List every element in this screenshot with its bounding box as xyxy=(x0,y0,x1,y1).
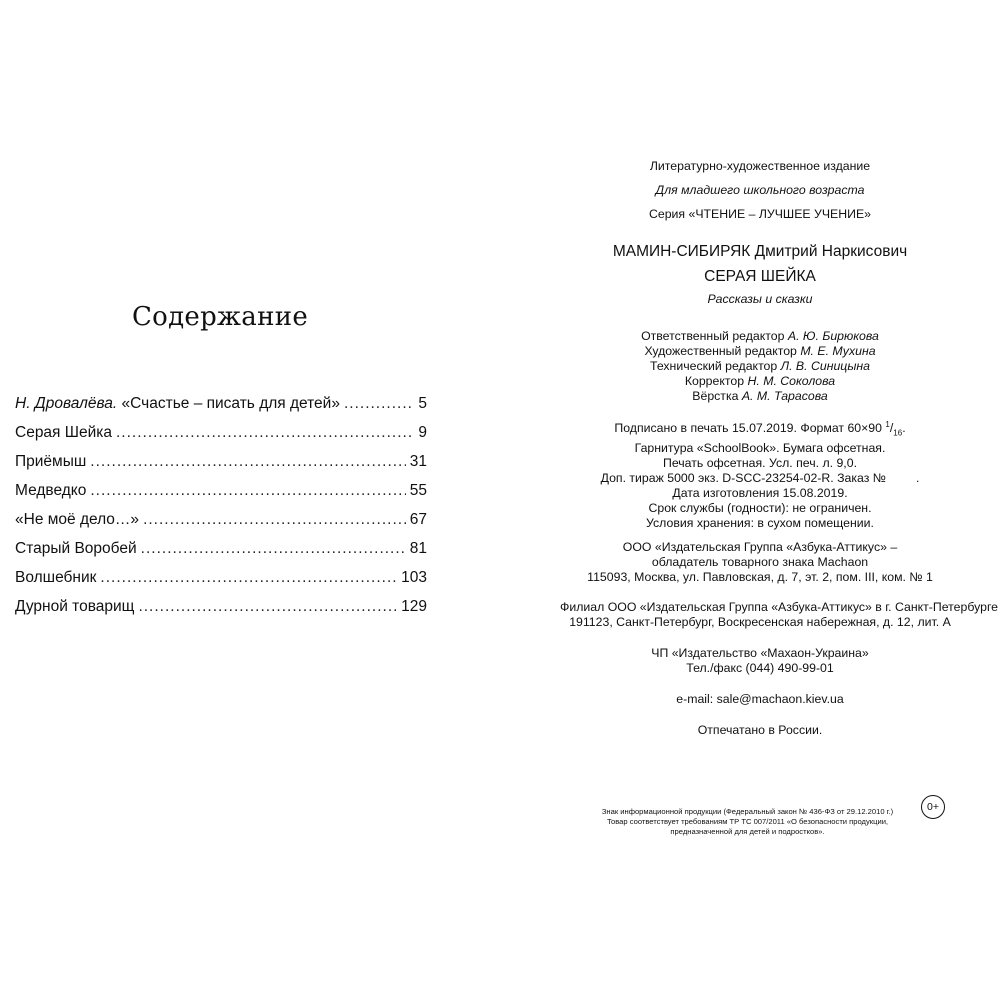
book-heading xyxy=(560,242,960,307)
publisher-address: 115093, Москва, ул. Павловская, д. 7, эт. 2, пом. III, ком. № 1 xyxy=(587,570,933,584)
toc-entry-title: Старый Воробей xyxy=(15,540,137,557)
fine-print-line: Товар соответствует требованиям ТР ТС 007/2011 «О безопасности продукции, xyxy=(606,817,889,826)
fine-print xyxy=(570,807,925,837)
toc-entry xyxy=(15,598,427,627)
email-line xyxy=(560,692,960,707)
ukraine-block xyxy=(560,646,960,676)
toc-leader-dots xyxy=(90,482,405,500)
circulation-end: . xyxy=(915,470,920,485)
print-type: Печать офсетная. Усл. печ. л. 9,0. xyxy=(663,455,857,470)
toc-entry-author: Н. Дровалёва. xyxy=(15,395,118,412)
toc-entry-page: 67 xyxy=(409,511,427,528)
toc-entry-page: 5 xyxy=(418,395,427,412)
credits-block xyxy=(560,329,960,404)
credit-name: А. М. Тарасова xyxy=(741,389,828,403)
publisher-line: ООО «Издательская Группа «Азбука-Аттикус» – xyxy=(622,540,898,554)
print-details xyxy=(560,417,960,531)
series-name: Серия «ЧТЕНИЕ – ЛУЧШЕЕ УЧЕНИЕ» xyxy=(649,207,871,221)
publisher-block xyxy=(560,540,960,585)
credit-role: Корректор xyxy=(684,374,745,388)
credit-name: А. Ю. Бирюкова xyxy=(787,329,879,343)
print-signed xyxy=(560,417,960,441)
imprint-header xyxy=(560,159,960,233)
circulation-text: Доп. тираж 5000 экз. D-SCC-23254-02-R. Заказ № xyxy=(600,470,886,485)
print-signed-text: Подписано в печать 15.07.2019. Формат 60×90 xyxy=(614,421,882,436)
toc-leader-dots xyxy=(141,540,406,558)
credit-line xyxy=(560,329,960,344)
credit-line xyxy=(560,359,960,374)
credit-line xyxy=(560,389,960,404)
toc-entry-page: 31 xyxy=(409,453,427,470)
format-fraction-den: 16 xyxy=(893,428,903,438)
credit-role: Технический редактор xyxy=(650,359,778,373)
credit-line xyxy=(560,374,960,389)
storage-conditions: Условия хранения: в сухом помещении. xyxy=(646,515,874,530)
toc-entry xyxy=(15,424,427,453)
service-life: Срок службы (годности): не ограничен. xyxy=(648,500,872,515)
toc-leader-dots xyxy=(344,395,414,413)
toc-entry xyxy=(15,482,427,511)
toc-entry xyxy=(15,453,427,482)
toc-entry xyxy=(15,511,427,540)
table-of-contents xyxy=(15,395,427,627)
toc-leader-dots xyxy=(100,569,397,587)
branch-address: 191123, Санкт-Петербург, Воскресенская набережная, д. 12, лит. А xyxy=(569,615,951,629)
printed-in xyxy=(560,723,960,738)
publisher-line: обладатель товарного знака Machaon xyxy=(651,555,869,569)
toc-entry-title: Приёмыш xyxy=(15,453,87,470)
toc-entry-title: «Не моё дело…» xyxy=(15,511,140,528)
toc-entry-page: 55 xyxy=(409,482,427,499)
ukraine-phone: Тел./факс (044) 490-99-01 xyxy=(686,661,834,675)
credit-name: Л. В. Синицына xyxy=(780,359,870,373)
toc-entry-page: 129 xyxy=(401,598,427,615)
book-title: СЕРАЯ ШЕЙКА xyxy=(704,268,816,285)
email-address: e-mail: sale@machaon.kiev.ua xyxy=(676,692,844,706)
circulation-info xyxy=(560,471,960,486)
manufacture-date: Дата изготовления 15.08.2019. xyxy=(672,485,848,500)
toc-leader-dots xyxy=(116,424,414,442)
age-group: Для младшего школьного возраста xyxy=(655,183,865,197)
toc-entry-page: 103 xyxy=(401,569,427,586)
toc-entry-title: «Счастье – писать для детей» xyxy=(121,395,340,412)
format-end: . xyxy=(902,421,906,436)
toc-entry-title: Медведко xyxy=(15,482,87,499)
toc-entry-title: Серая Шейка xyxy=(15,424,112,441)
toc-entry-title: Дурной товарищ xyxy=(15,598,135,615)
edition-type: Литературно-художественное издание xyxy=(649,159,871,173)
credit-role: Художественный редактор xyxy=(644,344,797,358)
fine-print-line: предназначенной для детей и подростков». xyxy=(670,827,825,836)
toc-entry xyxy=(15,540,427,569)
printed-in-country: Отпечатано в России. xyxy=(697,723,823,737)
typeface-info: Гарнитура «SchoolBook». Бумага офсетная. xyxy=(634,440,886,455)
credit-role: Вёрстка xyxy=(692,389,739,403)
toc-leader-dots xyxy=(90,453,405,471)
toc-leader-dots xyxy=(138,598,397,616)
credit-name: Н. М. Соколова xyxy=(747,374,836,388)
contents-title: Содержание xyxy=(131,302,309,332)
credit-name: М. Е. Мухина xyxy=(800,344,876,358)
toc-entry-page: 81 xyxy=(409,540,427,557)
credit-line xyxy=(560,344,960,359)
branch-block xyxy=(560,600,999,630)
ukraine-publisher: ЧП «Издательство «Махаон-Украина» xyxy=(651,646,869,660)
toc-entry xyxy=(15,569,427,598)
format-fraction-sep: / xyxy=(889,421,894,436)
toc-leader-dots xyxy=(143,511,406,529)
age-rating-badge: 0+ xyxy=(921,795,945,819)
toc-entry xyxy=(15,395,427,424)
toc-entry-page: 9 xyxy=(418,424,427,441)
author-name: МАМИН-СИБИРЯК Дмитрий Наркисович xyxy=(612,243,908,260)
branch-line: Филиал ООО «Издательская Группа «Азбука-Аттикус» в г. Санкт-Петербурге xyxy=(560,600,999,614)
toc-entry-title: Волшебник xyxy=(15,569,97,586)
format-fraction-num: 1 xyxy=(885,420,890,429)
fine-print-line: Знак информационной продукции (Федеральный закон № 436-ФЗ от 29.12.2010 г.) xyxy=(601,807,894,816)
credit-role: Ответственный редактор xyxy=(641,329,785,343)
book-subtitle: Рассказы и сказки xyxy=(707,292,813,306)
